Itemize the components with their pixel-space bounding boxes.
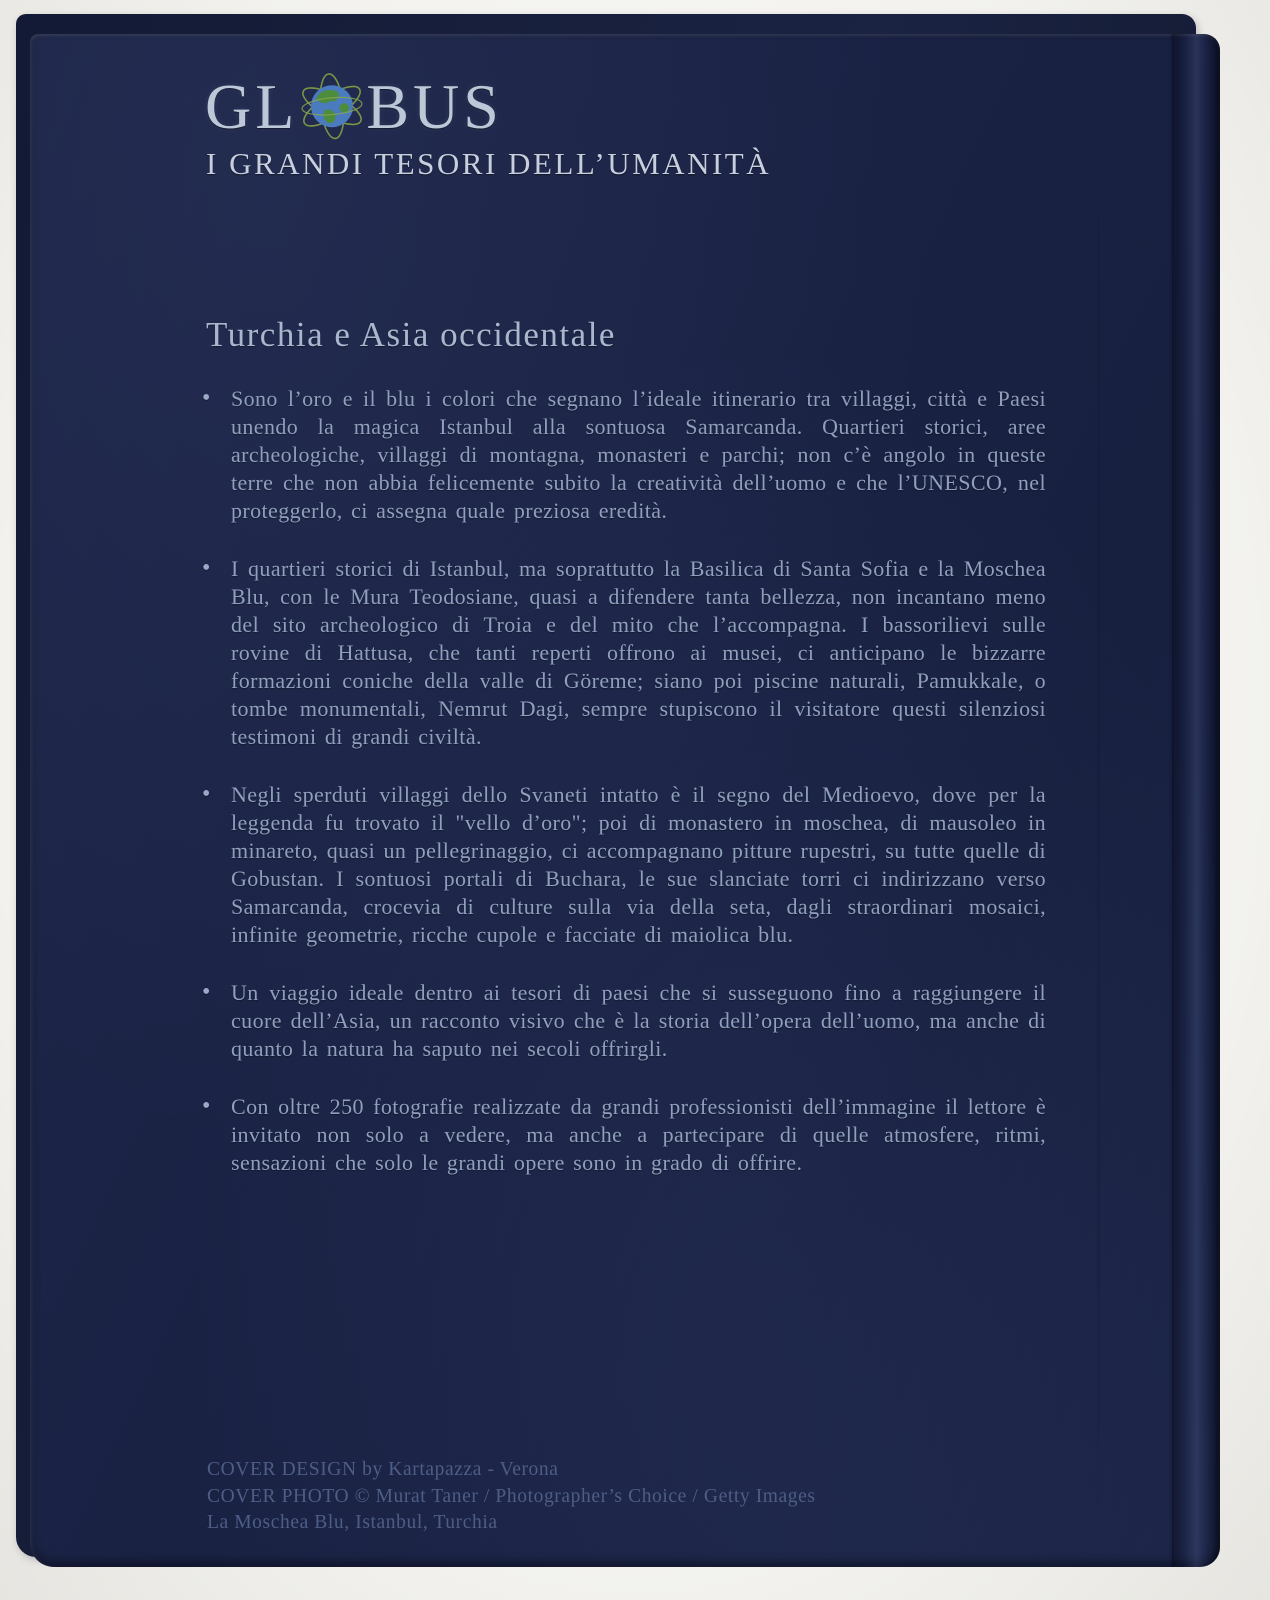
paragraph-text: Negli sperduti villaggi dello Svaneti intatto è il segno del Medioevo, dove per la leggenda fu trovato il "vello d’oro"; poi di monastero in moschea, di mausoleo in minareto, quasi un pellegrinaggio, ci accompagnano pitture rupestri, su tutte quelle di Gobustan. I sontuosi portali di Buchara, le sue slanciate torri ci indirizzano verso Samarcanda, crocevia di culture sulla via della seta, dagli straordinari mosaici, infinite geometrie, ricche cupole e facciate di maiolica blu. [231,782,1046,947]
credits-block [207,1457,816,1537]
logo-text-suffix: BUS [366,71,503,142]
description-paragraph-4 [200,979,1046,1063]
bullet-icon: • [202,555,211,581]
description-list [200,385,1046,1207]
logo-text-prefix: GL [205,71,299,142]
description-paragraph-5 [200,1093,1046,1177]
paragraph-text: Sono l’oro e il blu i colori che segnano l’ideale itinerario tra villaggi, città e Paesi unendo la magica Istanbul alla sontuosa Samarcanda. Quartieri storici, aree archeologiche, villaggi di montagna, monasteri e parchi; non c’è angolo in queste terre che non abbia felicemente subito la creatività dell’uomo e che l’UNESCO, nel proteggerlo, ci assegna quale preziosa eredità. [231,386,1046,523]
paragraph-text: Con oltre 250 fotografie realizzate da grandi professionisti dell’immagine il lettore è invitato non solo a vedere, ma anche a partecipare di quelle atmosfere, ritmi, sensazioni che solo le grandi opere sono in grado di offrire. [231,1094,1046,1175]
bullet-icon: • [202,385,211,411]
paragraph-text: I quartieri storici di Istanbul, ma soprattutto la Basilica di Santa Sofia e la Moschea Blu, con le Mura Teodosiane, quasi a difendere tanta bellezza, non incantano meno del sito archeologico di Troia e del mito che l’accompagna. I bassorilievi sulle rovine di Hattusa, che tanti reperti offrono ai musei, ci anticipano le bizzarre formazioni coniche della valle di Göreme; siano poi piscine naturali, Pamukkale, o tombe monumentali, Nemrut Dagi, sempre stupiscono il visitatore questi silenziosi testimoni di grandi civiltà. [231,556,1046,749]
description-paragraph-2 [200,555,1046,751]
section-title: Turchia e Asia occidentale [206,315,616,354]
paragraph-text: Un viaggio ideale dentro ai tesori di paesi che si susseguono fino a raggiungere il cuore dell’Asia, un racconto visivo che è la storia dell’opera dell’uomo, ma anche di quanto la natura ha saputo nei secoli offrirgli. [231,980,1046,1061]
credit-line-design: COVER DESIGN by Kartapazza - Verona [207,1459,559,1480]
globe-icon [296,69,368,141]
cover-crease [1097,34,1100,1567]
bullet-icon: • [202,781,211,807]
bullet-icon: • [202,979,211,1005]
description-paragraph-3 [200,781,1046,949]
credit-line-photo: COVER PHOTO © Murat Taner / Photographer’s Choice / Getty Images [207,1485,816,1507]
book-back-cover [30,34,1220,1567]
bullet-icon: • [202,1093,211,1119]
description-paragraph-1 [200,385,1046,525]
brand-tagline: I GRANDI TESORI DELL’UMANITÀ [206,146,772,181]
credit-line-caption: La Moschea Blu, Istanbul, Turchia [207,1512,498,1533]
book-spine-edge [1168,34,1220,1567]
globus-logo [205,68,503,146]
